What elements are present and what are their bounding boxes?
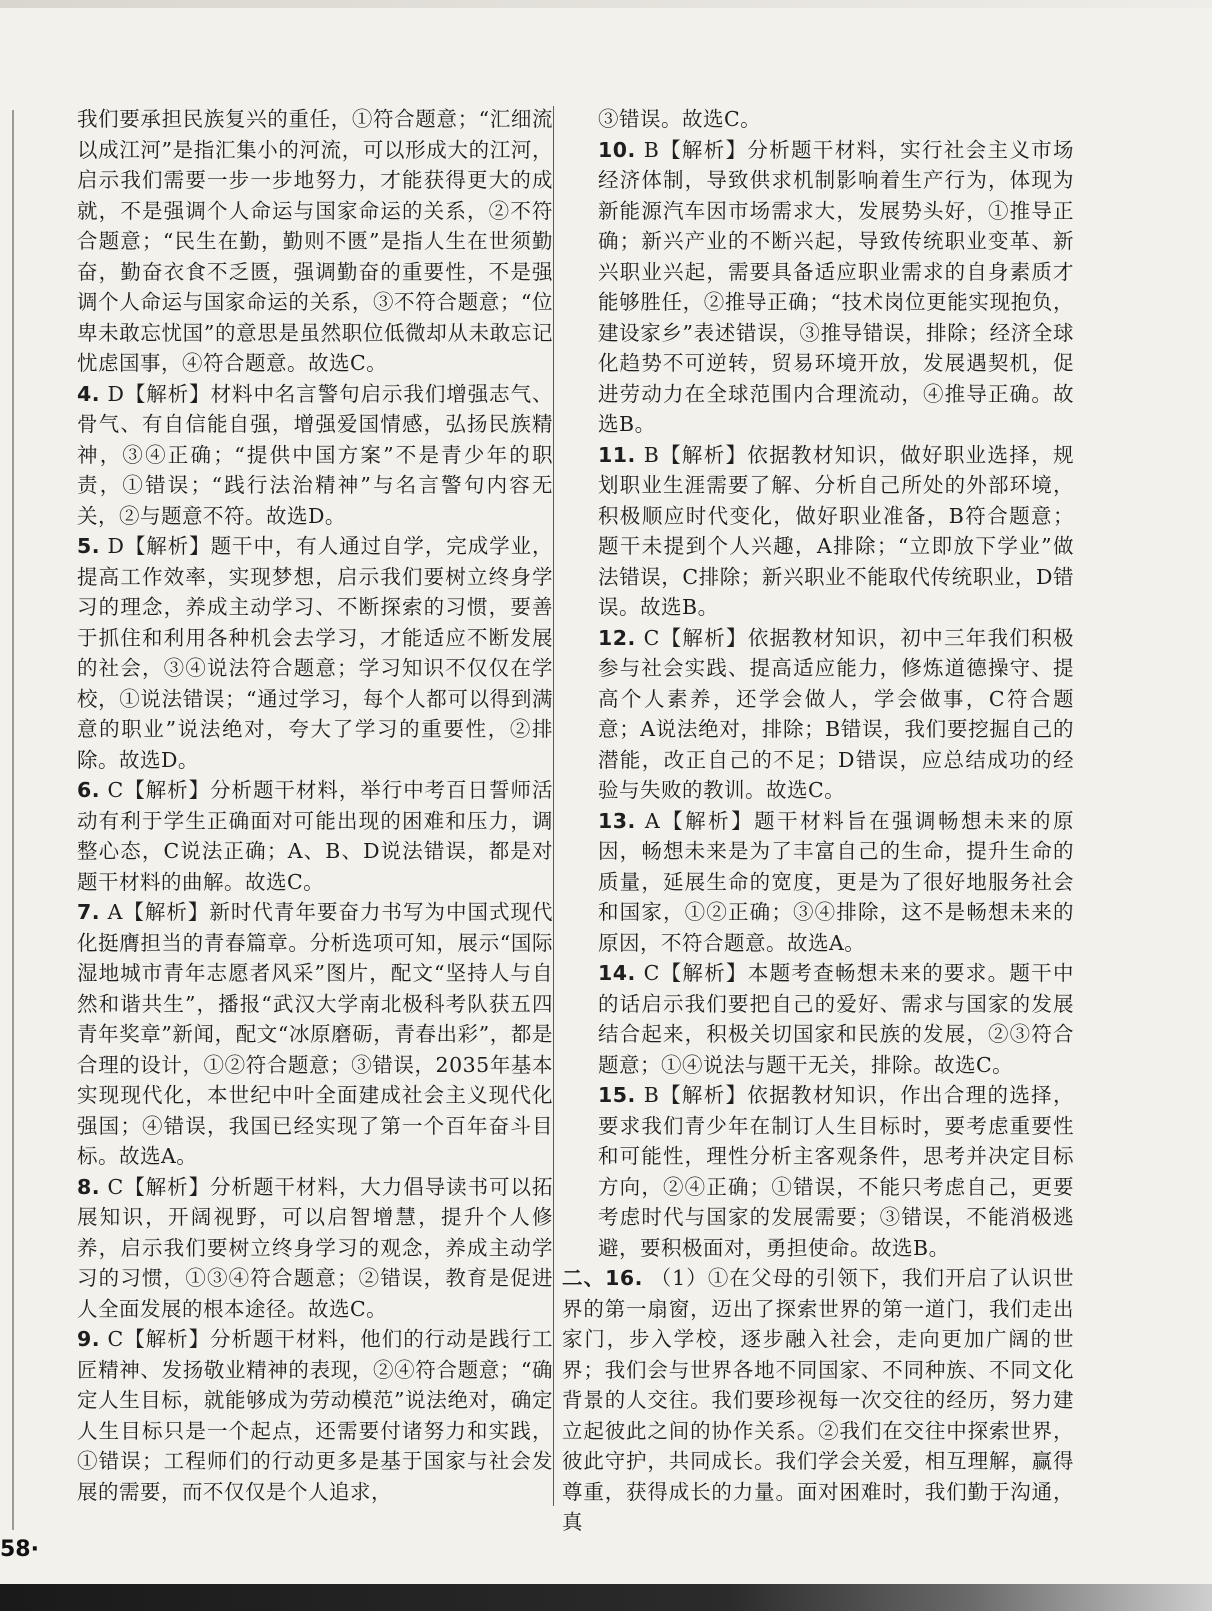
question-number: 11. bbox=[598, 442, 636, 467]
answer-text: C【解析】依据教材知识，初中三年我们积极参与社会实践、提高适应能力，修炼道德操守、提高个人素养，还学会做人，学会做事，C符合题意；A说法绝对，排除；B错误，我们要挖掘自己的潜能，改正自己的不足；D错误，应总结成功的经验与失败的教训。故选C。 bbox=[598, 625, 1074, 802]
answer-text: 我们要承担民族复兴的重任，①符合题意；“汇细流以成江河”是指汇集小的河流，可以形成大的江河，启示我们需要一步一步地努力，才能获得更大的成就，不是强调个人命运与国家命运的关系，②不符合题意；“民生在勤，勤则不匮”是指人生在世须勤奋，勤奋衣食不乏匮，强调勤奋的重要性，不是强调个人命运与国家命运的关系，③不符合题意；“位卑未敢忘忧国”的意思是虽然职位低微却从未敢忘记忧虑国事，④符合题意。故选C。 bbox=[77, 107, 553, 375]
page-edge-line bbox=[12, 110, 14, 1530]
right-answer-item bbox=[562, 1263, 1074, 1538]
column-divider bbox=[553, 106, 554, 1506]
question-number: 10. bbox=[598, 137, 636, 162]
question-number: 二、16. bbox=[562, 1266, 643, 1290]
question-number: 7. bbox=[77, 900, 101, 924]
question-number: 4. bbox=[77, 381, 101, 406]
question-number: 12. bbox=[598, 625, 636, 650]
left-answer-item bbox=[77, 897, 553, 1172]
question-number: 8. bbox=[77, 1174, 101, 1199]
answer-text: D【解析】题干中，有人通过自学，完成学业，提高工作效率，实现梦想，启示我们要树立终身学习的理念，养成主动学习、不断探索的习惯，要善于抓住和利用各种机会去学习，才能适应不断发展的社会，③④说法符合题意；学习知识不仅仅在学校，①说法错误；“通过学习，每个人都可以得到满意的职业”说法绝对，夸大了学习的重要性，②排除。故选D。 bbox=[77, 534, 553, 772]
answer-text: C【解析】分析题干材料，大力倡导读书可以拓展知识，开阔视野，可以启智增慧，提升个人修养，启示我们要树立终身学习的观念，养成主动学习的习惯，①③④符合题意；②错误，教育是促进人全面发展的根本途径。故选C。 bbox=[77, 1174, 553, 1321]
right-answer-item bbox=[598, 958, 1074, 1080]
page-number: 58· bbox=[0, 1537, 39, 1562]
left-column bbox=[77, 104, 553, 1507]
left-answer-item bbox=[77, 104, 553, 379]
right-answer-item bbox=[598, 1080, 1074, 1263]
question-number: 15. bbox=[598, 1083, 636, 1107]
left-answer-item bbox=[77, 1324, 553, 1507]
answer-text: C【解析】分析题干材料，他们的行动是践行工匠精神、发扬敬业精神的表现，②④符合题意；“确定人生目标，就能够成为劳动模范”说法绝对，确定人生目标只是一个起点，还需要付诸努力和实践，①错误；工程师们的行动更多是基于国家与社会发展的需要，而不仅仅是个人追求， bbox=[77, 1327, 553, 1504]
right-answer-item bbox=[598, 623, 1074, 806]
question-number: 6. bbox=[77, 778, 101, 802]
answer-text: B【解析】分析题干材料，实行社会主义市场经济体制，导致供求机制影响着生产行为，体现为新能源汽车因市场需求大，发展势头好，①推导正确；新兴产业的不断兴起，导致传统职业变革、新兴职业兴起，需要具备适应职业需求的自身素质才能够胜任，②推导正确；“技术岗位更能实现抱负，建设家乡”表述错误，③推导错误，排除；经济全球化趋势不可逆转，贸易环境开放，发展遇契机，促进劳动力在全球范围内合理流动，④推导正确。故选B。 bbox=[598, 137, 1074, 436]
left-answer-item bbox=[77, 775, 553, 897]
question-number: 14. bbox=[598, 961, 636, 985]
answer-text: C【解析】本题考查畅想未来的要求。题干中的话启示我们要把自己的爱好、需求与国家的发展结合起来，积极关切国家和民族的发展，②③符合题意；①④说法与题干无关，排除。故选C。 bbox=[598, 961, 1074, 1077]
question-number: 9. bbox=[77, 1327, 101, 1351]
scan-bottom-edge bbox=[0, 1584, 1212, 1611]
question-number: 5. bbox=[77, 534, 101, 558]
left-answer-item bbox=[77, 531, 553, 775]
answer-text: B【解析】依据教材知识，作出合理的选择，要求我们青少年在制订人生目标时，要考虑重要性和可能性，理性分析主客观条件，思考并决定目标方向，②④正确；①错误，不能只考虑自己，更要考虑时代与国家的发展需要；③错误，不能消极逃避，要积极面对，勇担使命。故选B。 bbox=[598, 1083, 1074, 1260]
answer-text: A【解析】新时代青年要奋力书写为中国式现代化挺膺担当的青春篇章。分析选项可知，展示“国际湿地城市青年志愿者风采”图片，配文“坚持人与自然和谐共生”，播报“武汉大学南北极科考队获五四青年奖章”新闻，配文“冰原磨砺，青春出彩”，都是合理的设计，①②符合题意；③错误，2035年基本实现现代化，本世纪中叶全面建成社会主义现代化强国；④错误，我国已经实现了第一个百年奋斗目标。故选A。 bbox=[77, 900, 553, 1168]
answer-text: D【解析】材料中名言警句启示我们增强志气、骨气、有自信能自强，增强爱国情感，弘扬民族精神，③④正确；“提供中国方案”不是青少年的职责，①错误；“践行法治精神”与名言警句内容无关，②与题意不符。故选D。 bbox=[77, 381, 553, 528]
right-answer-item bbox=[598, 135, 1074, 440]
right-column bbox=[562, 104, 1074, 1538]
right-answer-item bbox=[598, 806, 1074, 959]
answer-text: ③错误。故选C。 bbox=[598, 107, 762, 131]
answer-text: （1）①在父母的引领下，我们开启了认识世界的第一扇窗，迈出了探索世界的第一道门，我们走出家门，步入学校，逐步融入社会，走向更加广阔的世界；我们会与世界各地不同国家、不同种族、不同文化背景的人交往。我们要珍视每一次交往的经历，努力建立起彼此之间的协作关系。②我们在交往中探索世界，彼此守护，共同成长。我们学会关爱，相互理解，赢得尊重，获得成长的力量。面对困难时，我们勤于沟通，真 bbox=[562, 1266, 1074, 1534]
question-number: 13. bbox=[598, 808, 636, 833]
answer-text: A【解析】题干材料旨在强调畅想未来的原因，畅想未来是为了丰富自己的生命，提升生命的质量，延展生命的宽度，更是为了很好地服务社会和国家，①②正确；③④排除，这不是畅想未来的原因，不符合题意。故选A。 bbox=[598, 808, 1074, 955]
right-answer-item bbox=[598, 440, 1074, 623]
left-answer-item bbox=[77, 379, 553, 532]
left-answer-item bbox=[77, 1172, 553, 1325]
right-answer-item bbox=[598, 104, 1074, 135]
scan-top-edge bbox=[0, 0, 1212, 8]
answer-text: C【解析】分析题干材料，举行中考百日誓师活动有利于学生正确面对可能出现的困难和压力，调整心态，C说法正确；A、B、D说法错误，都是对题干材料的曲解。故选C。 bbox=[77, 778, 553, 894]
answer-text: B【解析】依据教材知识，做好职业选择，规划职业生涯需要了解、分析自己所处的外部环境，积极顺应时代变化，做好职业准备，B符合题意；题干未提到个人兴趣，A排除；“立即放下学业”做法错误，C排除；新兴职业不能取代传统职业，D错误。故选B。 bbox=[598, 442, 1074, 619]
